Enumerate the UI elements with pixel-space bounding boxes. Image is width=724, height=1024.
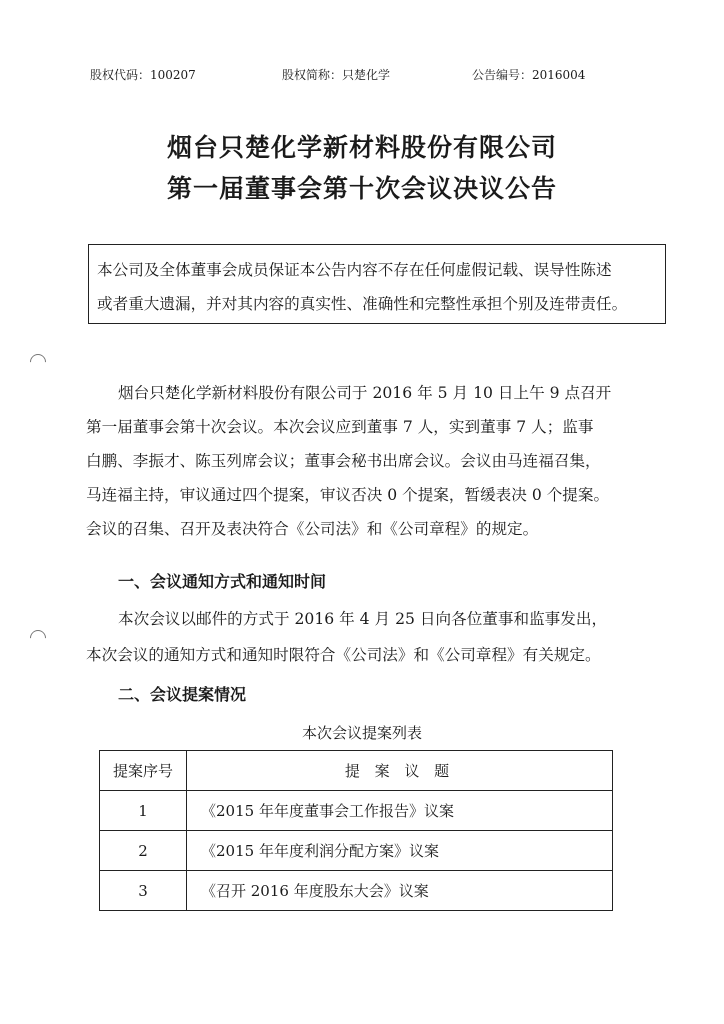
- stock-code: 股权代码：100207: [90, 68, 196, 82]
- proposals-table: [99, 750, 613, 911]
- announcement-title: 第一届董事会第十次会议决议公告: [166, 174, 557, 203]
- proposal-topic: 《2015 年年度利润分配方案》议案: [187, 831, 613, 871]
- table-header-row: [100, 751, 613, 791]
- table-caption: 本次会议提案列表: [301, 724, 422, 742]
- disclaimer-box: [88, 244, 666, 324]
- table-row: [100, 831, 613, 871]
- paragraph-line: 本次会议以邮件的方式于 2016 年 4 月 25 日向各位董事和监事发出，: [118, 610, 608, 628]
- table-row: [100, 871, 613, 911]
- section-heading-notice: 一、会议通知方式和通知时间: [118, 572, 327, 591]
- punch-hole-mark: [27, 351, 50, 374]
- disclaimer-line: 或者重大遗漏，并对其内容的真实性、准确性和完整性承担个别及连带责任。: [97, 295, 628, 313]
- section-heading-proposals: 二、会议提案情况: [118, 685, 247, 704]
- proposal-topic: 《2015 年年度董事会工作报告》议案: [187, 791, 613, 831]
- proposal-number: 3: [100, 871, 187, 911]
- notice-number: 公告编号：2016004: [472, 68, 586, 82]
- company-title: 烟台只楚化学新材料股份有限公司: [166, 133, 557, 162]
- proposal-number: 1: [100, 791, 187, 831]
- paragraph-line: 马连福主持，审议通过四个提案，审议否决 0 个提案，暂缓表决 0 个提案。: [86, 486, 610, 504]
- paragraph-line: 本次会议的通知方式和通知时限符合《公司法》和《公司章程》有关规定。: [86, 646, 601, 664]
- paragraph-line: 烟台只楚化学新材料股份有限公司于 2016 年 5 月 10 日上午 9 点召开: [118, 384, 612, 402]
- column-header-topic: 提 案 议 题: [187, 751, 613, 791]
- proposal-number: 2: [100, 831, 187, 871]
- intro-paragraph: [86, 376, 611, 546]
- stock-abbreviation: 股权简称：只楚化学: [282, 68, 391, 82]
- proposal-topic: 《召开 2016 年度股东大会》议案: [187, 871, 613, 911]
- paragraph-line: 白鹏、李振才、陈玉列席会议；董事会秘书出席会议。会议由马连福召集，: [86, 452, 601, 470]
- paragraph-line: 会议的召集、召开及表决符合《公司法》和《公司章程》的规定。: [86, 520, 539, 538]
- notice-paragraph: [86, 601, 607, 673]
- disclaimer-line: 本公司及全体董事会成员保证本公告内容不存在任何虚假记载、误导性陈述: [97, 261, 612, 279]
- table-row: [100, 791, 613, 831]
- paragraph-line: 第一届董事会第十次会议。本次会议应到董事 7 人，实到董事 7 人；监事: [86, 418, 594, 436]
- punch-hole-mark: [27, 627, 50, 650]
- column-header-number: 提案序号: [100, 751, 187, 791]
- header-info: [0, 66, 724, 84]
